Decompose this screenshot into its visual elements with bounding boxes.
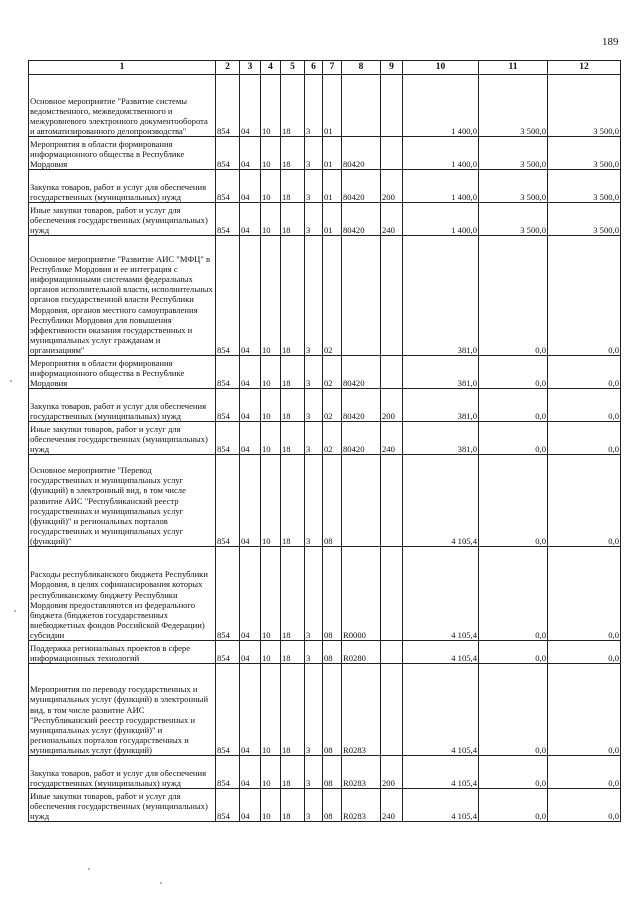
row-cell-11: 0,0 <box>479 422 548 455</box>
row-cell-4: 10 <box>261 356 281 389</box>
row-cell-11: 0,0 <box>479 756 548 789</box>
table-row <box>29 236 621 356</box>
row-cell-7: 08 <box>323 547 342 641</box>
row-cell-6: 3 <box>305 547 323 641</box>
row-cell-3: 04 <box>240 756 261 789</box>
table-row <box>29 356 621 389</box>
row-cell-10: 4 105,4 <box>403 664 479 756</box>
row-name-cell: Поддержка региональных проектов в сфере информационных технологий <box>29 641 216 664</box>
row-cell-6: 3 <box>305 389 323 422</box>
row-cell-2: 854 <box>216 170 240 203</box>
row-cell-11: 3 500,0 <box>479 75 548 137</box>
table-row <box>29 389 621 422</box>
row-cell-12: 3 500,0 <box>548 137 621 170</box>
column-header: 8 <box>342 61 381 75</box>
row-cell-5: 18 <box>281 236 305 356</box>
row-cell-9: 200 <box>381 389 403 422</box>
column-header: 6 <box>305 61 323 75</box>
row-cell-4: 10 <box>261 170 281 203</box>
column-header: 7 <box>323 61 342 75</box>
table-row <box>29 203 621 236</box>
row-cell-12: 0,0 <box>548 547 621 641</box>
row-cell-10: 381,0 <box>403 236 479 356</box>
row-cell-9 <box>381 236 403 356</box>
row-cell-2: 854 <box>216 75 240 137</box>
row-cell-4: 10 <box>261 756 281 789</box>
column-header: 3 <box>240 61 261 75</box>
row-cell-3: 04 <box>240 236 261 356</box>
row-cell-4: 10 <box>261 455 281 547</box>
row-cell-12: 0,0 <box>548 756 621 789</box>
row-cell-4: 10 <box>261 422 281 455</box>
row-cell-12: 3 500,0 <box>548 75 621 137</box>
row-cell-3: 04 <box>240 170 261 203</box>
row-cell-6: 3 <box>305 236 323 356</box>
row-cell-5: 18 <box>281 137 305 170</box>
row-cell-6: 3 <box>305 170 323 203</box>
row-cell-3: 04 <box>240 641 261 664</box>
row-name-cell: Иные закупки товаров, работ и услуг для обеспечения государственных (муниципальных) нужд <box>29 422 216 455</box>
row-cell-2: 854 <box>216 356 240 389</box>
row-cell-5: 18 <box>281 641 305 664</box>
row-name-cell: Закупка товаров, работ и услуг для обеспечения государственных (муниципальных) нужд <box>29 756 216 789</box>
row-cell-7: 01 <box>323 170 342 203</box>
row-cell-12: 0,0 <box>548 455 621 547</box>
row-cell-10: 381,0 <box>403 422 479 455</box>
row-cell-8: 80420 <box>342 389 381 422</box>
table-row <box>29 664 621 756</box>
row-cell-8: R0280 <box>342 641 381 664</box>
row-cell-4: 10 <box>261 203 281 236</box>
row-cell-4: 10 <box>261 75 281 137</box>
row-cell-2: 854 <box>216 756 240 789</box>
row-cell-10: 381,0 <box>403 389 479 422</box>
row-cell-6: 3 <box>305 356 323 389</box>
row-cell-9 <box>381 455 403 547</box>
row-cell-10: 1 400,0 <box>403 170 479 203</box>
row-cell-12: 0,0 <box>548 236 621 356</box>
row-cell-7: 08 <box>323 664 342 756</box>
row-cell-3: 04 <box>240 547 261 641</box>
row-cell-11: 0,0 <box>479 236 548 356</box>
table-row <box>29 422 621 455</box>
row-cell-10: 4 105,4 <box>403 756 479 789</box>
row-cell-7: 01 <box>323 137 342 170</box>
row-cell-6: 3 <box>305 789 323 822</box>
row-cell-12: 3 500,0 <box>548 203 621 236</box>
row-cell-4: 10 <box>261 789 281 822</box>
row-cell-3: 04 <box>240 422 261 455</box>
row-cell-8: 80420 <box>342 137 381 170</box>
row-cell-10: 4 105,4 <box>403 455 479 547</box>
row-name-cell: Основное мероприятие "Перевод государственных и муниципальных услуг (функций) в электронный вид, в том числе развитие АИС "Республиканский реестр государственных и муниципальных услуг (функций)" и региональных порталов государственных и муниципальных услуг (функций)" <box>29 455 216 547</box>
column-header: 5 <box>281 61 305 75</box>
row-name-cell: Закупка товаров, работ и услуг для обеспечения государственных (муниципальных) нужд <box>29 170 216 203</box>
row-cell-10: 1 400,0 <box>403 75 479 137</box>
row-cell-6: 3 <box>305 455 323 547</box>
row-cell-7: 01 <box>323 203 342 236</box>
row-cell-11: 0,0 <box>479 389 548 422</box>
row-name-cell: Мероприятия по переводу государственных и муниципальных услуг (функций) в электронный вид, в том числе развитие АИС "Республиканский реестр государственных и муниципальных услуг (функций)" и региональных порталов государственных и муниципальных услуг (функций) <box>29 664 216 756</box>
column-header: 2 <box>216 61 240 75</box>
row-cell-5: 18 <box>281 422 305 455</box>
row-cell-8: R0283 <box>342 664 381 756</box>
table-row <box>29 170 621 203</box>
row-cell-5: 18 <box>281 756 305 789</box>
row-cell-11: 3 500,0 <box>479 137 548 170</box>
row-cell-8: 80420 <box>342 422 381 455</box>
row-cell-10: 4 105,4 <box>403 547 479 641</box>
column-header: 11 <box>479 61 548 75</box>
row-cell-7: 02 <box>323 389 342 422</box>
row-cell-6: 3 <box>305 137 323 170</box>
row-cell-6: 3 <box>305 756 323 789</box>
row-cell-5: 18 <box>281 547 305 641</box>
row-cell-7: 08 <box>323 455 342 547</box>
row-cell-3: 04 <box>240 75 261 137</box>
row-cell-7: 08 <box>323 789 342 822</box>
scan-speck <box>14 610 16 612</box>
row-name-cell: Расходы республиканского бюджета Республики Мордовия, в целях софинансирования которых республиканскому бюджету Республики Мордовия предоставляются из федерального бюджета (бюджетов государственных внебюджетных фондов Российской Федерации) субсидии <box>29 547 216 641</box>
row-cell-3: 04 <box>240 203 261 236</box>
row-cell-9 <box>381 641 403 664</box>
row-cell-5: 18 <box>281 455 305 547</box>
row-cell-8: 80420 <box>342 170 381 203</box>
row-cell-5: 18 <box>281 356 305 389</box>
row-name-cell: Мероприятия в области формирования информационного общества в Республике Мордовия <box>29 356 216 389</box>
table-row <box>29 641 621 664</box>
row-cell-10: 381,0 <box>403 356 479 389</box>
table-row <box>29 547 621 641</box>
row-cell-11: 0,0 <box>479 356 548 389</box>
row-cell-8: 80420 <box>342 203 381 236</box>
scan-speck <box>88 868 90 870</box>
column-header: 9 <box>381 61 403 75</box>
row-cell-10: 4 105,4 <box>403 641 479 664</box>
row-cell-4: 10 <box>261 389 281 422</box>
row-cell-8 <box>342 455 381 547</box>
row-cell-9 <box>381 664 403 756</box>
row-cell-9 <box>381 547 403 641</box>
row-cell-9 <box>381 356 403 389</box>
row-cell-6: 3 <box>305 422 323 455</box>
row-cell-7: 08 <box>323 641 342 664</box>
row-cell-3: 04 <box>240 455 261 547</box>
row-cell-8: R0000 <box>342 547 381 641</box>
row-cell-8 <box>342 75 381 137</box>
row-cell-2: 854 <box>216 389 240 422</box>
row-cell-6: 3 <box>305 203 323 236</box>
table-row <box>29 455 621 547</box>
row-cell-5: 18 <box>281 170 305 203</box>
row-cell-2: 854 <box>216 455 240 547</box>
row-cell-9: 240 <box>381 203 403 236</box>
row-cell-7: 08 <box>323 756 342 789</box>
row-cell-11: 0,0 <box>479 547 548 641</box>
table-row <box>29 137 621 170</box>
row-cell-5: 18 <box>281 203 305 236</box>
row-cell-12: 0,0 <box>548 389 621 422</box>
row-name-cell: Иные закупки товаров, работ и услуг для обеспечения государственных (муниципальных) нужд <box>29 789 216 822</box>
row-cell-2: 854 <box>216 236 240 356</box>
page-number: 189 <box>602 36 619 48</box>
row-cell-2: 854 <box>216 789 240 822</box>
table-row <box>29 789 621 822</box>
row-cell-7: 02 <box>323 356 342 389</box>
row-cell-2: 854 <box>216 422 240 455</box>
row-cell-6: 3 <box>305 641 323 664</box>
column-header: 12 <box>548 61 621 75</box>
row-name-cell: Основное мероприятие "Развитие системы ведомственного, межведомственного и межуровневого электронного документооборота и автоматизированного делопроизводства" <box>29 75 216 137</box>
row-cell-2: 854 <box>216 641 240 664</box>
row-cell-3: 04 <box>240 664 261 756</box>
row-cell-7: 02 <box>323 422 342 455</box>
row-cell-2: 854 <box>216 664 240 756</box>
row-cell-12: 0,0 <box>548 422 621 455</box>
row-name-cell: Основное мероприятие "Развитие АИС "МФЦ" в Республике Мордовия и ее интеграция с информационными системами федеральных органов исполнительной власти, исполнительных органов государственной власти Республики Мордовия, органов местного самоуправления Республики Мордовия для повышения эффективности оказания государственных и муниципальных услуг гражданам и организациям" <box>29 236 216 356</box>
row-cell-4: 10 <box>261 664 281 756</box>
header-row <box>29 61 621 75</box>
column-header: 4 <box>261 61 281 75</box>
row-cell-6: 3 <box>305 664 323 756</box>
table-row <box>29 75 621 137</box>
scan-speck <box>160 882 162 884</box>
row-cell-8: R0283 <box>342 756 381 789</box>
row-cell-10: 1 400,0 <box>403 203 479 236</box>
row-cell-2: 854 <box>216 137 240 170</box>
row-cell-8 <box>342 236 381 356</box>
row-cell-6: 3 <box>305 75 323 137</box>
budget-table <box>28 60 621 822</box>
row-name-cell: Закупка товаров, работ и услуг для обеспечения государственных (муниципальных) нужд <box>29 389 216 422</box>
row-cell-12: 0,0 <box>548 789 621 822</box>
row-cell-9 <box>381 75 403 137</box>
table-row <box>29 756 621 789</box>
row-cell-8: R0283 <box>342 789 381 822</box>
row-cell-11: 0,0 <box>479 664 548 756</box>
row-cell-9: 200 <box>381 756 403 789</box>
row-cell-12: 3 500,0 <box>548 170 621 203</box>
row-name-cell: Мероприятия в области формирования информационного общества в Республике Мордовия <box>29 137 216 170</box>
row-cell-3: 04 <box>240 356 261 389</box>
row-cell-10: 1 400,0 <box>403 137 479 170</box>
row-cell-4: 10 <box>261 641 281 664</box>
row-cell-9 <box>381 137 403 170</box>
row-cell-3: 04 <box>240 389 261 422</box>
row-cell-12: 0,0 <box>548 664 621 756</box>
row-cell-9: 240 <box>381 789 403 822</box>
column-header: 1 <box>29 61 216 75</box>
row-cell-11: 0,0 <box>479 455 548 547</box>
row-cell-11: 0,0 <box>479 641 548 664</box>
row-cell-11: 0,0 <box>479 789 548 822</box>
row-cell-12: 0,0 <box>548 356 621 389</box>
row-name-cell: Иные закупки товаров, работ и услуг для обеспечения государственных (муниципальных) нужд <box>29 203 216 236</box>
row-cell-8: 80420 <box>342 356 381 389</box>
row-cell-12: 0,0 <box>548 641 621 664</box>
row-cell-3: 04 <box>240 789 261 822</box>
row-cell-7: 02 <box>323 236 342 356</box>
row-cell-2: 854 <box>216 547 240 641</box>
row-cell-5: 18 <box>281 789 305 822</box>
row-cell-11: 3 500,0 <box>479 203 548 236</box>
row-cell-5: 18 <box>281 389 305 422</box>
row-cell-5: 18 <box>281 664 305 756</box>
row-cell-2: 854 <box>216 203 240 236</box>
row-cell-4: 10 <box>261 137 281 170</box>
row-cell-3: 04 <box>240 137 261 170</box>
row-cell-7: 01 <box>323 75 342 137</box>
row-cell-10: 4 105,4 <box>403 789 479 822</box>
row-cell-5: 18 <box>281 75 305 137</box>
row-cell-9: 240 <box>381 422 403 455</box>
row-cell-4: 10 <box>261 547 281 641</box>
column-header: 10 <box>403 61 479 75</box>
row-cell-4: 10 <box>261 236 281 356</box>
scan-speck <box>10 380 12 382</box>
row-cell-11: 3 500,0 <box>479 170 548 203</box>
row-cell-9: 200 <box>381 170 403 203</box>
